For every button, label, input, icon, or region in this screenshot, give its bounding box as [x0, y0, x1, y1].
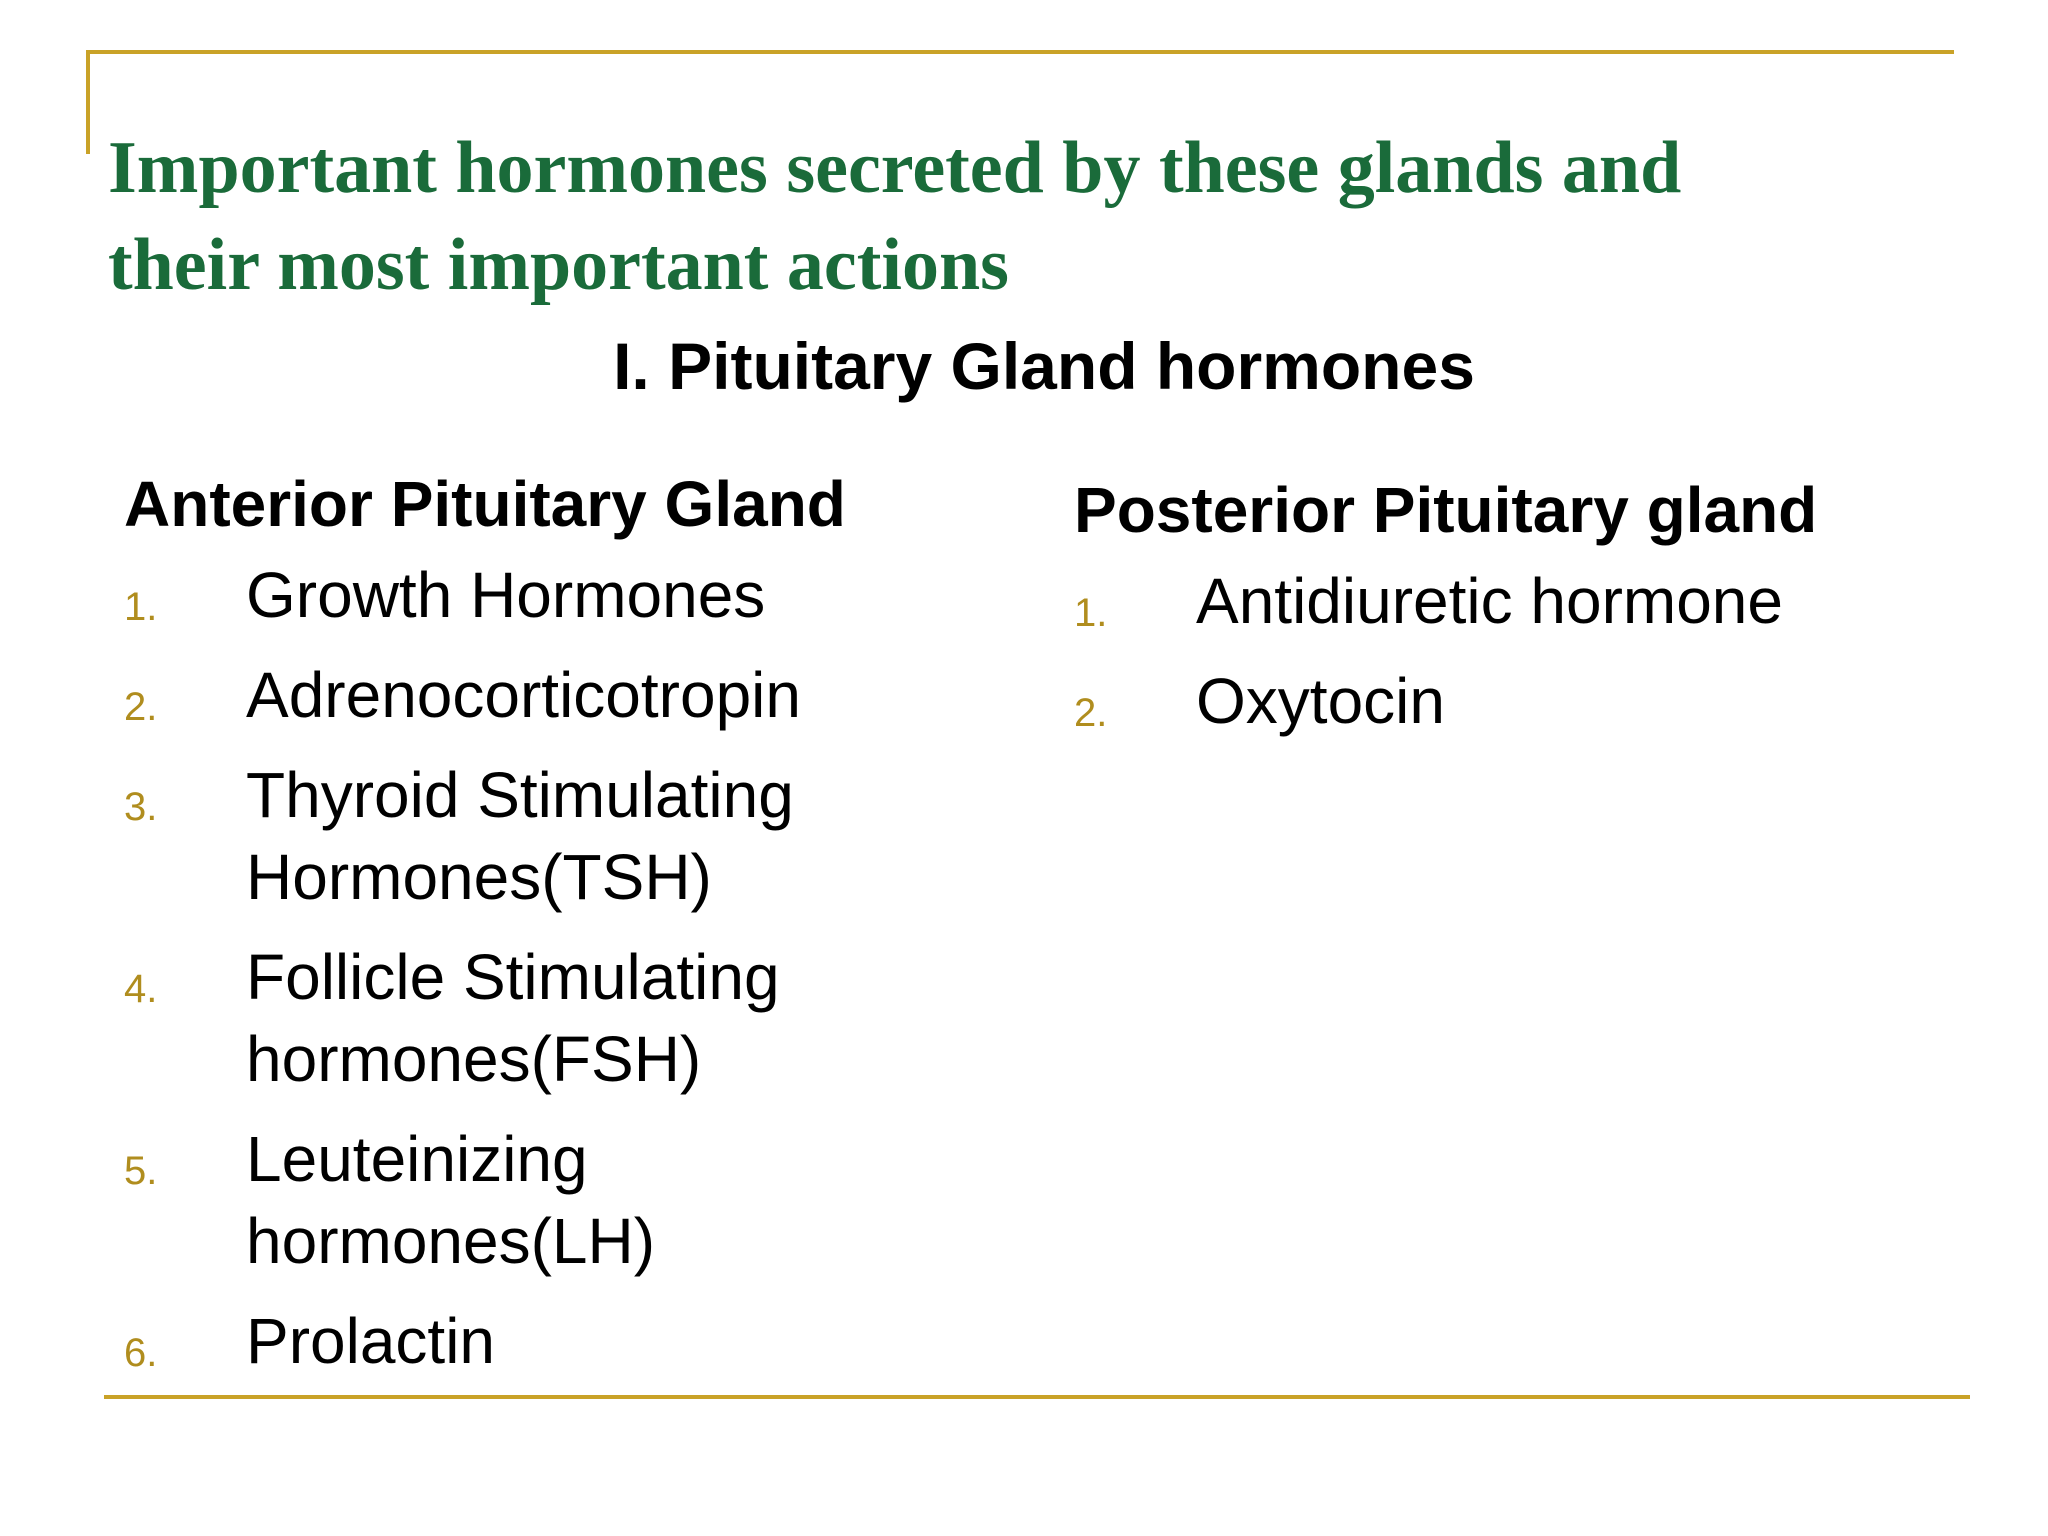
list-item-text-line: Hormones(TSH) — [246, 841, 712, 913]
list-item-number: 3. — [124, 785, 158, 829]
list-item-number: 2. — [124, 685, 158, 729]
list-item-text — [246, 936, 1024, 1100]
list-item-text-line: Antidiuretic hormone — [1196, 565, 1783, 637]
list-item — [124, 1118, 1024, 1282]
list-item-text — [246, 1300, 1024, 1382]
list-item-text-line: Oxytocin — [1196, 665, 1445, 737]
list-item — [124, 936, 1024, 1100]
anterior-pituitary-heading: Anterior Pituitary Gland — [124, 468, 846, 540]
list-item-text — [246, 754, 1024, 918]
bottom-rule-line — [104, 1395, 1970, 1399]
list-item — [1074, 560, 1974, 642]
list-item-number: 1. — [124, 585, 158, 629]
list-item — [124, 554, 1024, 636]
list-item-number: 4. — [124, 967, 158, 1011]
anterior-hormone-list — [124, 554, 1024, 1382]
list-item-number: 5. — [124, 1149, 158, 1193]
list-item-text — [1196, 560, 1974, 642]
posterior-pituitary-heading: Posterior Pituitary gland — [1074, 474, 1818, 546]
anterior-pituitary-column — [124, 464, 1024, 1400]
list-item-text-line: Leuteinizing — [246, 1123, 588, 1195]
list-item-number: 6. — [124, 1331, 158, 1375]
list-item — [124, 654, 1024, 736]
slide-title — [108, 120, 1948, 314]
list-item-text-line: Prolactin — [246, 1305, 495, 1377]
slide-title-line-1: Important hormones secreted by these glands and — [108, 127, 1682, 209]
list-item-text-line: Adrenocorticotropin — [246, 659, 801, 731]
list-item-text-line: Growth Hormones — [246, 559, 766, 631]
list-item-text — [246, 654, 1024, 736]
list-item-number: 1. — [1074, 591, 1108, 635]
list-item — [124, 754, 1024, 918]
posterior-pituitary-column — [1074, 470, 1974, 760]
list-item-text-line: hormones(LH) — [246, 1205, 656, 1277]
top-rule-line — [86, 50, 1954, 54]
slide-subtitle: I. Pituitary Gland hormones — [613, 329, 1475, 403]
posterior-hormone-list — [1074, 560, 1974, 742]
list-item — [1074, 660, 1974, 742]
list-item-text-line: Thyroid Stimulating — [246, 759, 794, 831]
left-rule-line — [86, 50, 90, 154]
list-item-text — [246, 554, 1024, 636]
list-item-text-line: hormones(FSH) — [246, 1023, 702, 1095]
list-item-text — [1196, 660, 1974, 742]
list-item-text-line: Follicle Stimulating — [246, 941, 780, 1013]
list-item-number: 2. — [1074, 691, 1108, 735]
list-item-text — [246, 1118, 1024, 1282]
slide-title-line-2: their most important actions — [108, 224, 1009, 306]
list-item — [124, 1300, 1024, 1382]
